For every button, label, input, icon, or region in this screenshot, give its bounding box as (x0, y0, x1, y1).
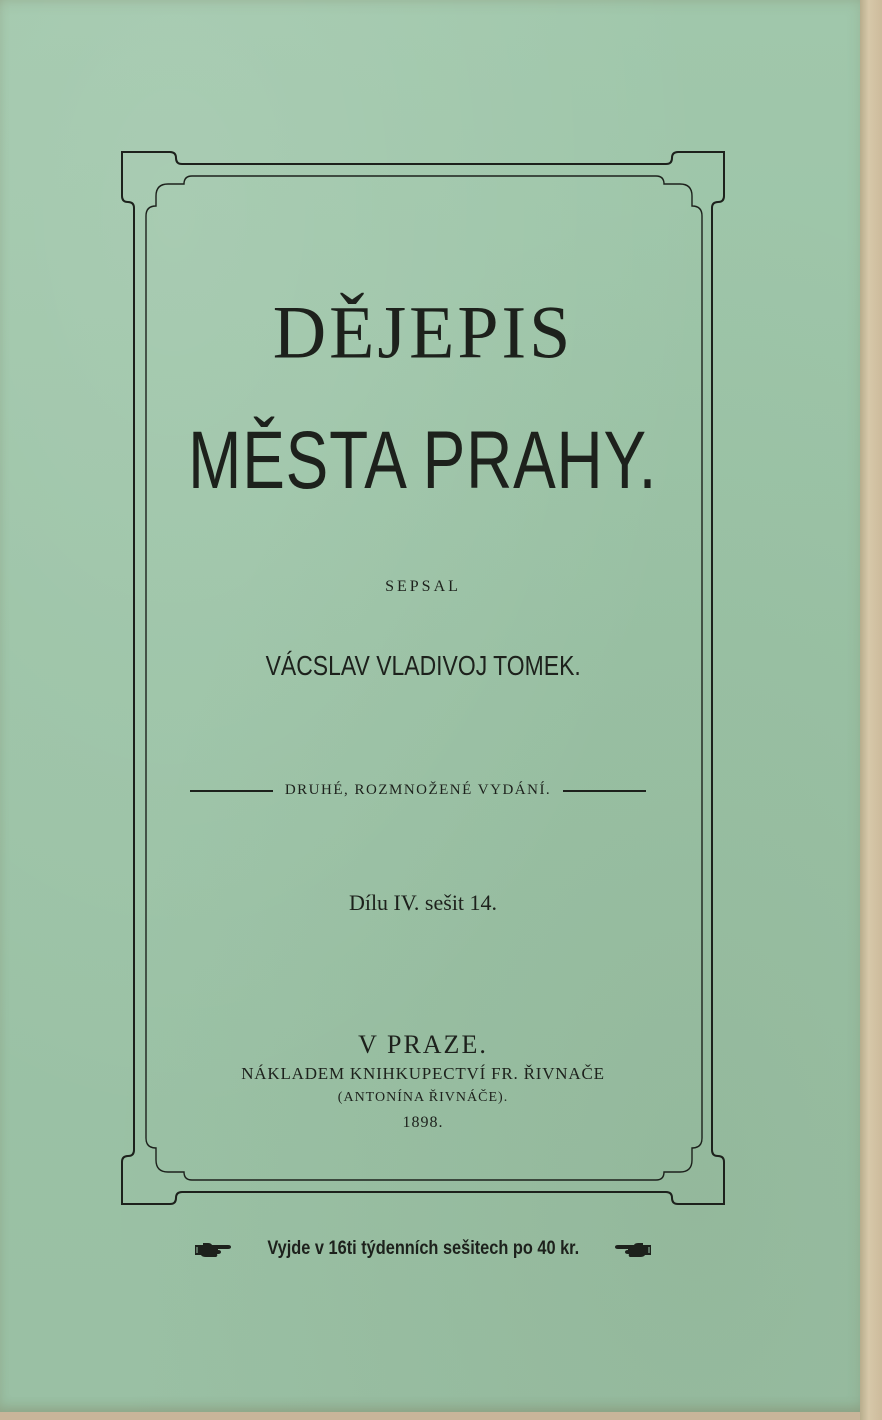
imprint-year: 1898. (402, 1114, 444, 1131)
byline-label: SEPSAL (385, 578, 461, 595)
pointing-hand-right-icon (194, 1240, 232, 1258)
title-line-2 (120, 415, 726, 506)
title-line-1: DĚJEPIS (272, 291, 574, 375)
imprint-publisher-sub: (ANTONÍNA ŘIVNÁČE). (337, 1090, 509, 1105)
author-name-text: VÁCSLAV VLADIVOJ TOMEK. (265, 650, 581, 681)
title-line-2-text: MĚSTA PRAHY. (188, 415, 658, 506)
rule-right (563, 790, 646, 792)
rule-left (190, 790, 273, 792)
author-name (120, 650, 726, 682)
edition-text: DRUHÉ, ROZMNOŽENÉ VYDÁNÍ. (284, 782, 552, 798)
edition-line (190, 782, 646, 799)
subscription-notice-text (242, 1238, 605, 1260)
subscription-notice-inner: Vyjde v 16ti týdenních sešitech po 40 kr. (267, 1238, 579, 1259)
imprint-publisher: NÁKLADEM KNIHKUPECTVÍ FR. ŘIVNAČE (241, 1064, 605, 1083)
volume-issue: Dílu IV. sešit 14. (348, 890, 498, 915)
imprint-place: V PRAZE. (358, 1030, 488, 1059)
subscription-notice (120, 1238, 726, 1260)
pointing-hand-left-icon (614, 1240, 652, 1258)
